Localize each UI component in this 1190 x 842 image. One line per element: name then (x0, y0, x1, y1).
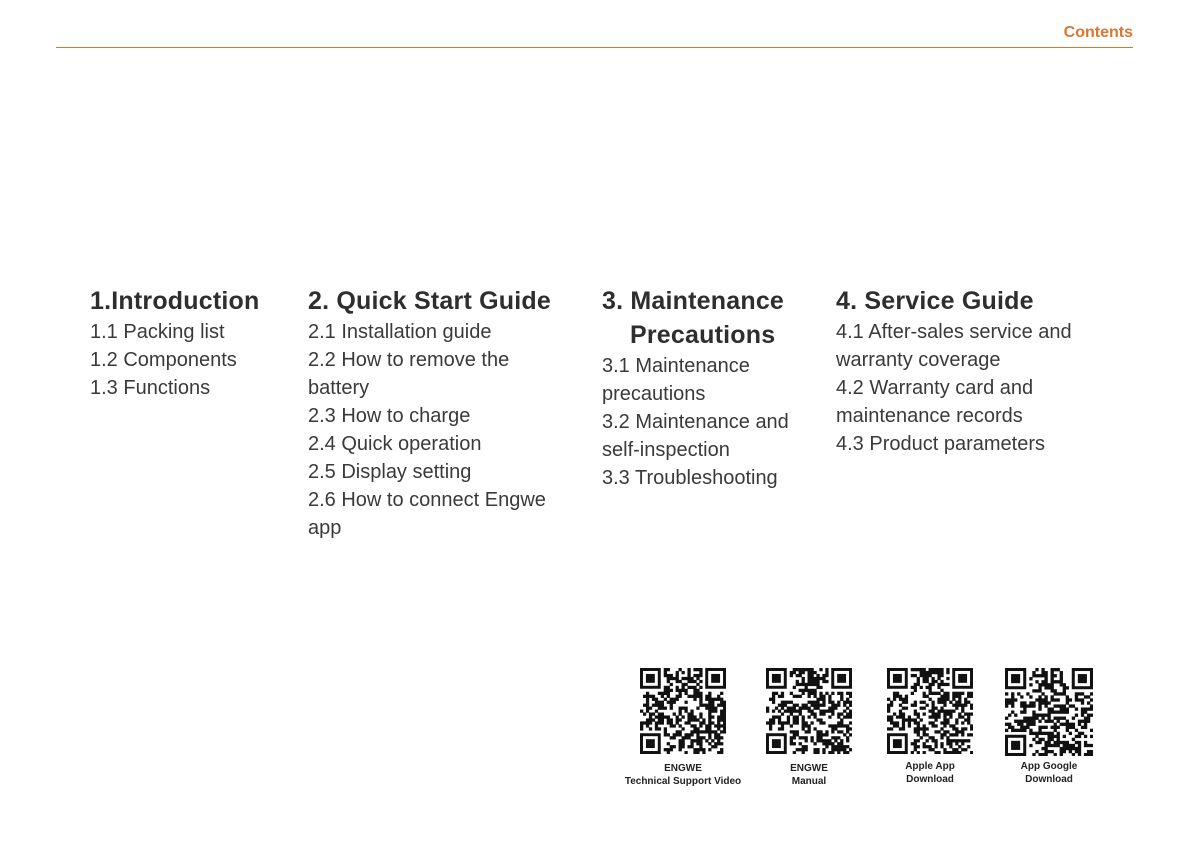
toc-item[interactable]: 2.3 How to charge (308, 405, 471, 427)
toc-section-introduction (90, 284, 290, 402)
qr-caption-line: Download (906, 774, 954, 785)
qr-caption-line: ENGWE (790, 763, 828, 774)
section-heading[interactable]: 4. Service Guide (836, 287, 1034, 315)
qr-code-icon (766, 668, 852, 754)
toc-item[interactable]: 4.2 Warranty card and maintenance records (836, 377, 1034, 427)
qr-caption-line: Technical Support Video (624, 776, 742, 787)
qr-code-icon (887, 668, 973, 754)
qr-google-app-download[interactable] (1002, 668, 1096, 786)
qr-caption-line: App Google (1020, 761, 1078, 772)
toc-item[interactable]: 3.2 Maintenance and self-inspection (602, 411, 789, 461)
toc-item[interactable]: 3.3 Troubleshooting (602, 467, 778, 489)
qr-caption (612, 762, 754, 788)
qr-code-icon (1005, 668, 1093, 756)
qr-caption-line: Apple App (905, 761, 955, 772)
toc-item[interactable]: 1.2 Components (90, 349, 237, 371)
toc-item[interactable]: 2.1 Installation guide (308, 321, 492, 343)
qr-manual[interactable] (762, 668, 856, 788)
toc-item[interactable]: 2.6 How to connect Engwe app (308, 489, 546, 539)
toc-item[interactable]: 2.5 Display setting (308, 461, 472, 483)
qr-caption (883, 760, 977, 786)
qr-code-icon (640, 668, 726, 754)
section-item-list (90, 318, 290, 402)
qr-technical-support-video[interactable] (612, 668, 754, 788)
qr-caption (762, 762, 856, 788)
section-heading[interactable]: 1.Introduction (90, 287, 260, 315)
toc-section-service (836, 284, 1096, 458)
toc-item[interactable]: 4.1 After-sales service and warranty coverage (836, 321, 1072, 371)
section-heading-line: 3. Maintenance (602, 287, 785, 315)
toc-section-maintenance (602, 284, 807, 492)
section-item-list (602, 352, 807, 492)
toc-item[interactable]: 1.3 Functions (90, 377, 211, 399)
qr-caption (1002, 760, 1096, 786)
qr-caption-line: ENGWE (664, 763, 702, 774)
section-heading[interactable]: 2. Quick Start Guide (308, 287, 551, 315)
qr-caption-line: Download (1025, 774, 1073, 785)
toc-item[interactable]: 2.4 Quick operation (308, 433, 482, 455)
toc-item[interactable]: 4.3 Product parameters (836, 433, 1045, 455)
section-heading-line: Precautions (630, 321, 776, 349)
toc-section-quick-start (308, 284, 568, 542)
qr-apple-app-download[interactable] (883, 668, 977, 786)
section-item-list (836, 318, 1096, 458)
toc-item[interactable]: 2.2 How to remove the battery (308, 349, 510, 399)
toc-item[interactable]: 1.1 Packing list (90, 321, 225, 343)
qr-caption-line: Manual (791, 776, 827, 787)
toc-item[interactable]: 3.1 Maintenance precautions (602, 355, 750, 405)
page-header-title: Contents (1063, 24, 1133, 41)
header-divider (56, 47, 1133, 48)
section-item-list (308, 318, 568, 542)
section-heading[interactable] (602, 284, 807, 352)
